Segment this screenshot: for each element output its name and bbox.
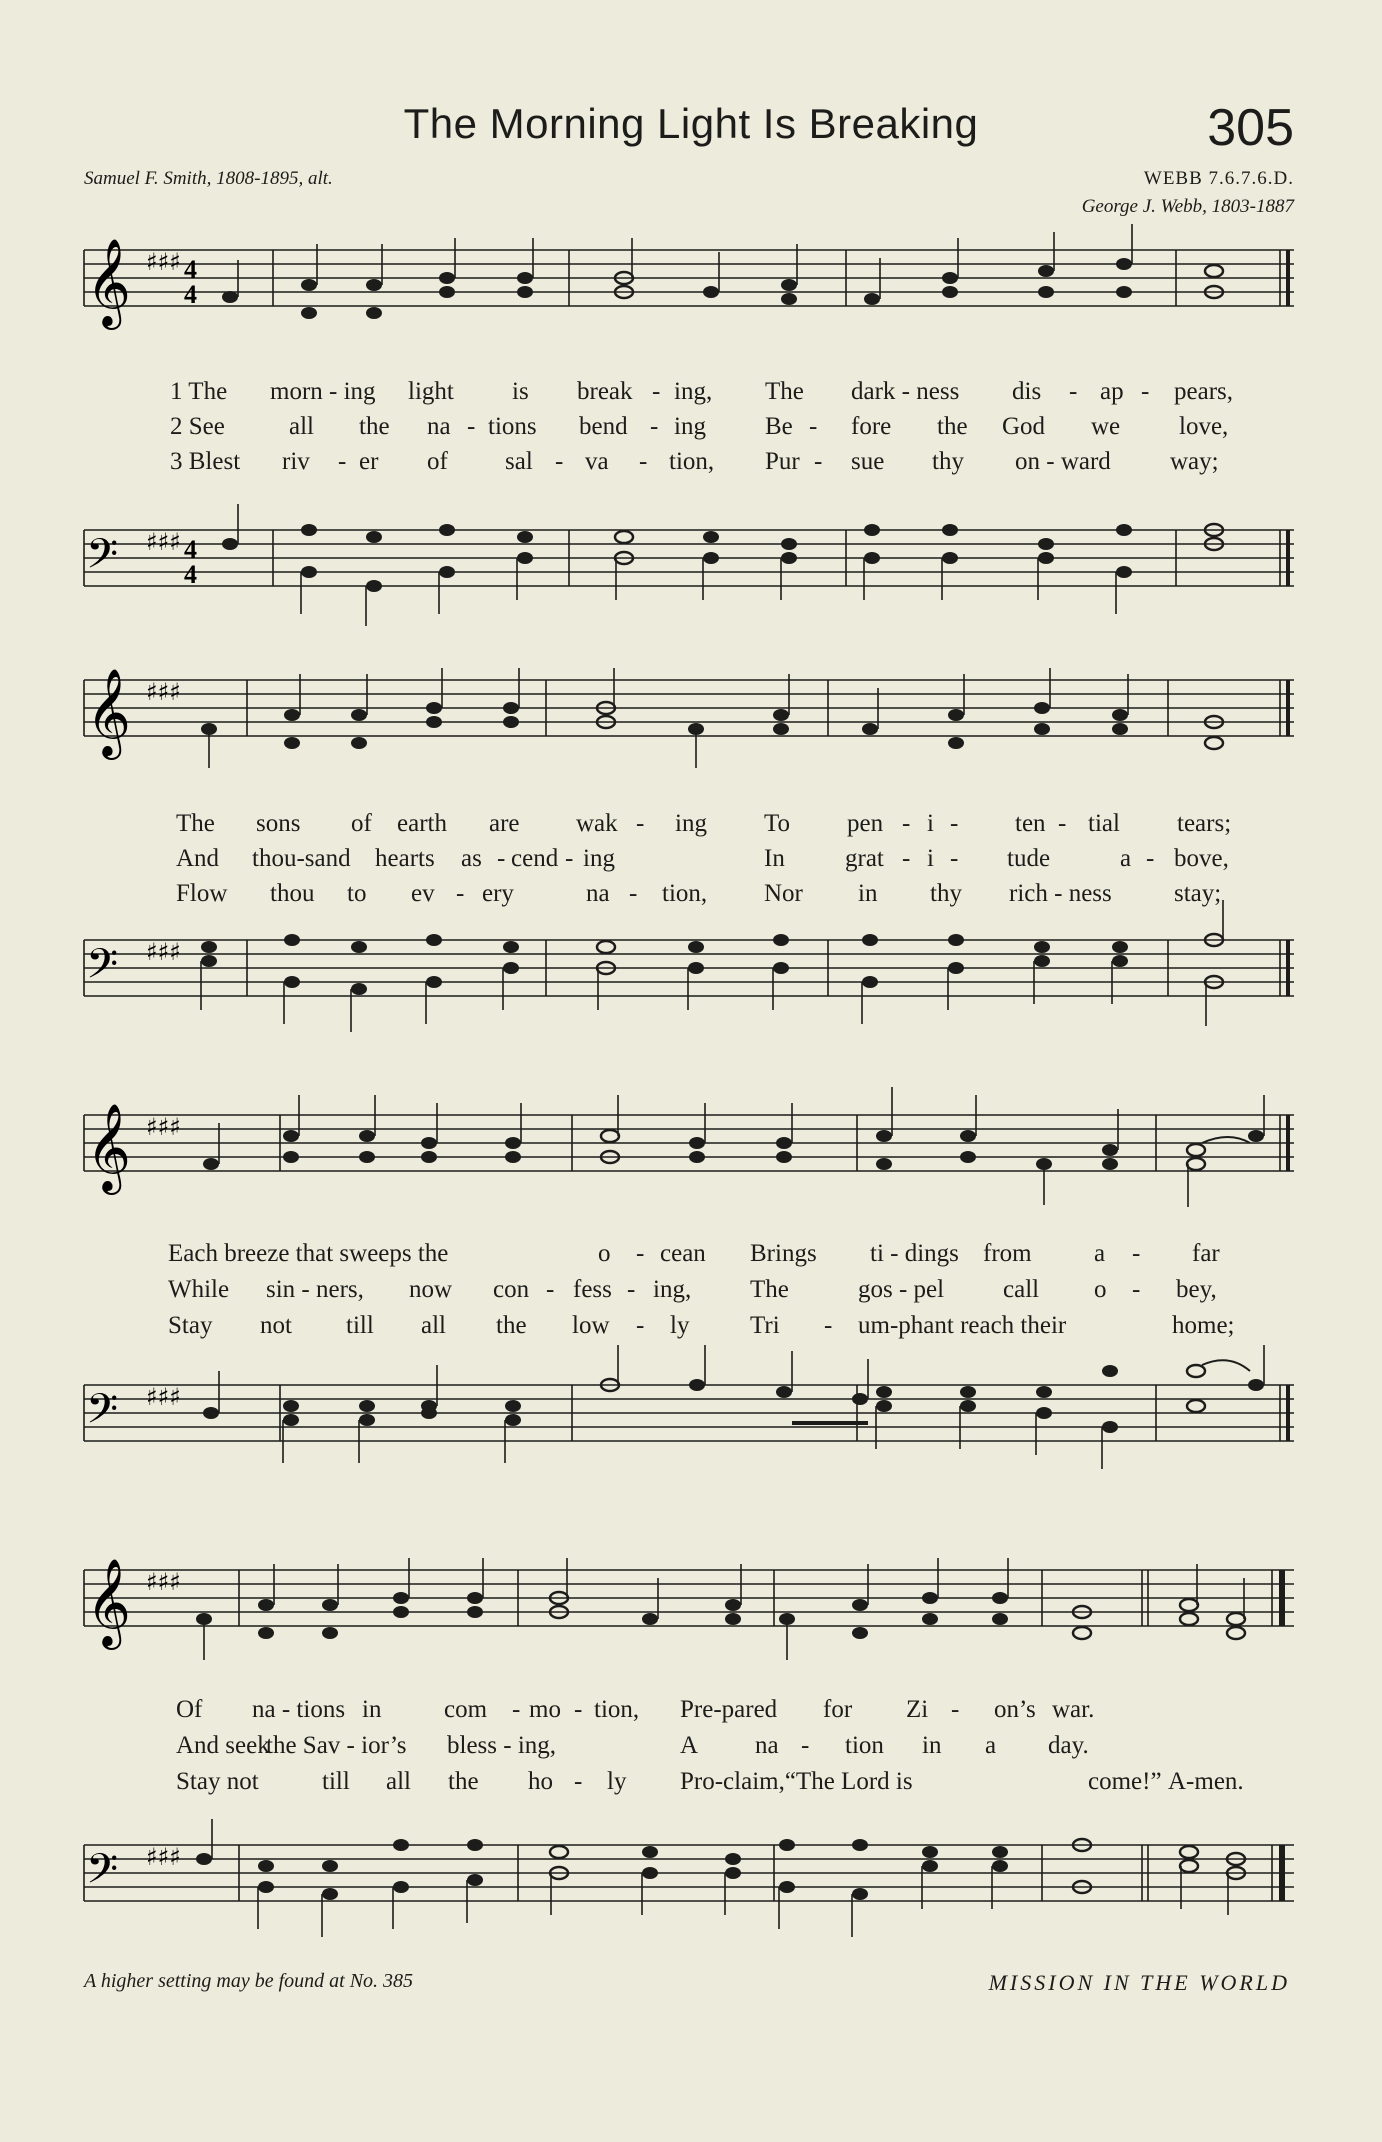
lyric-syllable: stay; [1174, 880, 1222, 907]
lyric-syllable: Stay [168, 1312, 213, 1339]
lyric-syllable: ing [674, 413, 706, 440]
lyric-syllable: - [546, 1276, 555, 1303]
lyric-syllable: love, [1179, 413, 1229, 440]
lyric-syllable: - [1132, 1240, 1141, 1267]
lyric-syllable: - [1132, 1276, 1141, 1303]
svg-text:♯♯♯: ♯♯♯ [146, 1568, 181, 1596]
footer-category: MISSION IN THE WORLD [988, 1970, 1290, 1995]
lyric-syllable: tial [1088, 810, 1120, 837]
lyric-syllable: for [823, 1696, 853, 1723]
lyric-syllable: is [512, 378, 529, 405]
lyric-syllable: - [950, 810, 959, 837]
lyric-syllable: And seek [176, 1732, 270, 1759]
lyric-syllable: of [427, 448, 448, 475]
lyric-syllable: - [512, 1696, 521, 1723]
lyric-syllable: ing, [674, 378, 713, 405]
lyric-syllable: Tri [750, 1312, 780, 1339]
lyric-syllable: - [951, 1696, 960, 1723]
lyric-syllable: as [461, 845, 482, 872]
lyric-syllable: Be [765, 413, 793, 440]
lyric-syllable: pen [847, 810, 884, 837]
lyric-syllable: - [652, 378, 661, 405]
svg-text:♯♯♯: ♯♯♯ [146, 678, 181, 706]
lyric-syllable: gos - pel [858, 1276, 945, 1303]
lyric-syllable: - [627, 1276, 636, 1303]
svg-text:♯♯♯: ♯♯♯ [146, 248, 181, 276]
lyric-syllable: Brings [750, 1240, 817, 1267]
lyric-syllable: 3 Blest [170, 448, 241, 475]
lyric-syllable: - [650, 413, 659, 440]
lyric-syllable: - [574, 1768, 583, 1795]
lyric-syllable: far [1192, 1240, 1220, 1267]
svg-text:♯♯♯: ♯♯♯ [146, 1113, 181, 1141]
lyric-syllable: i [927, 810, 934, 837]
lyric-syllable: all [421, 1312, 446, 1339]
lyric-syllable: mo [529, 1696, 561, 1723]
lyric-syllable: tions [488, 413, 537, 440]
treble-staff [84, 1550, 1294, 1650]
lyric-syllable: na [427, 413, 451, 440]
lyric-syllable: sal [505, 448, 533, 475]
lyric-syllable: come!” [1088, 1768, 1162, 1795]
lyric-syllable: all [289, 413, 314, 440]
lyric-syllable: - [338, 448, 347, 475]
lyric-syllable: - [1146, 845, 1155, 872]
lyric-syllable: ten [1015, 810, 1046, 837]
lyric-syllable: tude [1007, 845, 1051, 872]
lyric-syllable: of [351, 810, 372, 837]
lyric-syllable: hearts [375, 845, 435, 872]
lyric-syllable: - [636, 1312, 645, 1339]
lyric-syllable: er [359, 448, 379, 475]
lyric-syllable: - [497, 845, 506, 872]
lyric-syllable: call [1003, 1276, 1040, 1303]
lyric-syllable: now [409, 1276, 453, 1303]
lyric-syllable: - [639, 448, 648, 475]
lyric-syllable: Stay not [176, 1768, 259, 1795]
lyric-syllable: In [764, 845, 785, 872]
lyric-syllable: a [985, 1732, 997, 1759]
lyric-syllable: ery [482, 880, 514, 907]
lyric-syllable: con [493, 1276, 530, 1303]
lyric-syllable: earth [397, 810, 447, 837]
lyric-syllable: To [764, 810, 791, 837]
lyric-syllable: ing [675, 810, 707, 837]
lyric-syllable: till [322, 1768, 350, 1795]
lyric-syllable: cean [660, 1240, 706, 1267]
hymn-title: The Morning Light Is Breaking [403, 100, 979, 147]
lyric-syllable: - [636, 1240, 645, 1267]
lyric-syllable: - [902, 810, 911, 837]
lyric-syllable: sin - ners, [266, 1276, 364, 1303]
treble-staff [84, 1095, 1294, 1195]
svg-text:𝄞: 𝄞 [86, 1102, 131, 1191]
composer-credit: George J. Webb, 1803-1887 [1081, 196, 1294, 217]
lyric-syllable: thy [932, 448, 964, 475]
svg-text:𝄢: 𝄢 [86, 1385, 119, 1443]
bass-staff [84, 1365, 1294, 1465]
svg-text:𝄞: 𝄞 [86, 667, 131, 756]
footer-note: A higher setting may be found at No. 385 [84, 1970, 414, 1992]
lyric-syllable: home; [1172, 1312, 1235, 1339]
lyric-syllable: Each breeze that sweeps the [168, 1240, 449, 1267]
lyric-syllable: Nor [764, 880, 803, 907]
lyric-syllable: o [598, 1240, 611, 1267]
svg-text:𝄢: 𝄢 [86, 1845, 119, 1903]
author-credit: Samuel F. Smith, 1808-1895, alt. [84, 168, 333, 189]
lyric-syllable: Of [176, 1696, 203, 1723]
lyric-syllable: morn - ing [270, 378, 376, 405]
lyric-syllable: - [565, 845, 574, 872]
lyric-syllable: - [814, 448, 823, 475]
lyric-syllable: sue [851, 448, 885, 475]
lyric-syllable: o [1094, 1276, 1107, 1303]
lyric-syllable: - [950, 845, 959, 872]
lyric-syllable: ho [528, 1768, 553, 1795]
lyric-syllable: tears; [1177, 810, 1232, 837]
lyric-syllable: God [1002, 413, 1046, 440]
lyric-syllable: And [176, 845, 220, 872]
lyric-syllable: ti - dings [870, 1240, 959, 1267]
treble-clef-icon: 𝄞 [86, 237, 131, 326]
lyric-syllable: - [555, 448, 564, 475]
lyric-syllable: Pre-pared [680, 1696, 778, 1723]
lyric-syllable: fore [851, 413, 892, 440]
bass-staff [84, 510, 1294, 610]
lyric-syllable: - [902, 845, 911, 872]
lyric-syllable: na - tions [252, 1696, 346, 1723]
lyric-syllable: dis [1012, 378, 1042, 405]
lyric-syllable: - [574, 1696, 583, 1723]
lyric-syllable: ap [1100, 378, 1124, 405]
lyric-syllable: on - ward [1015, 448, 1111, 475]
lyric-syllable: bless - ing, [447, 1732, 557, 1759]
lyric-syllable: grat [845, 845, 884, 872]
lyric-syllable: war. [1052, 1696, 1095, 1723]
lyric-syllable: thou [270, 880, 315, 907]
lyric-syllable: com [444, 1696, 488, 1723]
lyric-syllable: While [168, 1276, 230, 1303]
lyric-syllable: break [577, 378, 633, 405]
svg-text:♯♯♯: ♯♯♯ [146, 938, 181, 966]
lyric-syllable: the [496, 1312, 527, 1339]
lyric-syllable: tion, [662, 880, 708, 907]
lyric-syllable: tion, [669, 448, 715, 475]
lyric-syllable: tion, [594, 1696, 640, 1723]
lyric-syllable: ly [670, 1312, 690, 1339]
lyric-syllable: bend [579, 413, 628, 440]
svg-text:4: 4 [184, 560, 197, 589]
lyric-syllable: ing [583, 845, 615, 872]
lyric-syllable: low [572, 1312, 610, 1339]
bass-staff [84, 1825, 1294, 1925]
lyric-syllable: sons [256, 810, 301, 837]
svg-text:4: 4 [184, 535, 197, 564]
hymn-number: 305 [1207, 99, 1294, 157]
treble-staff [84, 230, 1294, 330]
svg-text:4: 4 [184, 280, 197, 309]
lyric-syllable: the [448, 1768, 479, 1795]
lyric-syllable: from [983, 1240, 1032, 1267]
lyric-syllable: The [176, 810, 215, 837]
lyric-syllable: The [750, 1276, 789, 1303]
treble-staff [84, 660, 1294, 760]
lyric-syllable: light [408, 378, 454, 405]
lyric-syllable: The [765, 378, 804, 405]
lyric-syllable: - [467, 413, 476, 440]
lyric-syllable: till [346, 1312, 374, 1339]
lyric-syllable: - [824, 1312, 833, 1339]
lyric-syllable: - [1141, 378, 1150, 405]
lyric-syllable: 2 See [170, 413, 225, 440]
lyric-syllable: Zi [906, 1696, 929, 1723]
svg-text:♯♯♯: ♯♯♯ [146, 1383, 181, 1411]
lyric-syllable: the Sav - ior’s [266, 1732, 407, 1759]
lyric-syllable: a [1094, 1240, 1106, 1267]
lyric-syllable: um-phant reach their [858, 1312, 1067, 1339]
svg-text:𝄢: 𝄢 [86, 940, 119, 998]
lyric-syllable: riv [282, 448, 310, 475]
lyric-syllable: day. [1048, 1732, 1089, 1759]
lyric-syllable: - [456, 880, 465, 907]
lyric-syllable: in [858, 880, 878, 907]
lyric-syllable: way; [1170, 448, 1219, 475]
lyric-syllable: - [1069, 378, 1078, 405]
lyric-syllable: Pro-claim,“The Lord is [680, 1768, 913, 1795]
lyric-syllable: on’s [994, 1696, 1036, 1723]
lyric-syllable: to [347, 880, 367, 907]
lyric-syllable: Flow [176, 880, 228, 907]
lyric-syllable: wak [576, 810, 618, 837]
lyric-syllable: thy [930, 880, 962, 907]
lyric-syllable: cend [511, 845, 559, 872]
lyric-syllable: - [1058, 810, 1067, 837]
svg-text:♯♯♯: ♯♯♯ [146, 1843, 181, 1871]
lyric-syllable: ing, [653, 1276, 692, 1303]
lyric-syllable: not [260, 1312, 292, 1339]
lyric-syllable: A-men. [1168, 1768, 1244, 1795]
lyric-syllable: - [809, 413, 818, 440]
lyric-syllable: in [362, 1696, 382, 1723]
lyric-syllable: rich - ness [1009, 880, 1112, 907]
lyric-syllable: bey, [1176, 1276, 1217, 1303]
lyric-syllable: tion [845, 1732, 884, 1759]
tune-name: WEBB 7.6.7.6.D. [1143, 168, 1294, 189]
lyric-syllable: pears, [1174, 378, 1233, 405]
lyric-syllable: ly [607, 1768, 627, 1795]
lyric-syllable: ev [411, 880, 435, 907]
lyric-syllable: - [629, 880, 638, 907]
lyric-syllable: are [489, 810, 520, 837]
svg-text:♯♯♯: ♯♯♯ [146, 528, 181, 556]
lyric-syllable: na [755, 1732, 779, 1759]
lyric-syllable: a [1120, 845, 1132, 872]
lyric-syllable: na [586, 880, 610, 907]
lyric-syllable: 1 The [170, 378, 228, 405]
lyric-syllable: we [1091, 413, 1121, 440]
lyric-syllable: the [359, 413, 390, 440]
lyric-syllable: bove, [1174, 845, 1229, 872]
lyric-syllable: va [585, 448, 609, 475]
bass-clef-icon: 𝄢 [86, 530, 119, 588]
svg-text:𝄞: 𝄞 [86, 1557, 131, 1646]
lyric-syllable: the [937, 413, 968, 440]
lyric-syllable: Pur [765, 448, 800, 475]
lyric-syllable: thou-sand [252, 845, 351, 872]
lyric-syllable: - [801, 1732, 810, 1759]
lyric-syllable: A [680, 1732, 699, 1759]
lyric-syllable: fess [573, 1276, 612, 1303]
bass-staff [84, 920, 1294, 1020]
lyric-syllable: in [922, 1732, 942, 1759]
lyric-syllable: - [636, 810, 645, 837]
lyric-syllable: dark - ness [851, 378, 960, 405]
lyric-syllable: i [927, 845, 934, 872]
lyric-syllable: all [386, 1768, 411, 1795]
svg-text:4: 4 [184, 255, 197, 284]
